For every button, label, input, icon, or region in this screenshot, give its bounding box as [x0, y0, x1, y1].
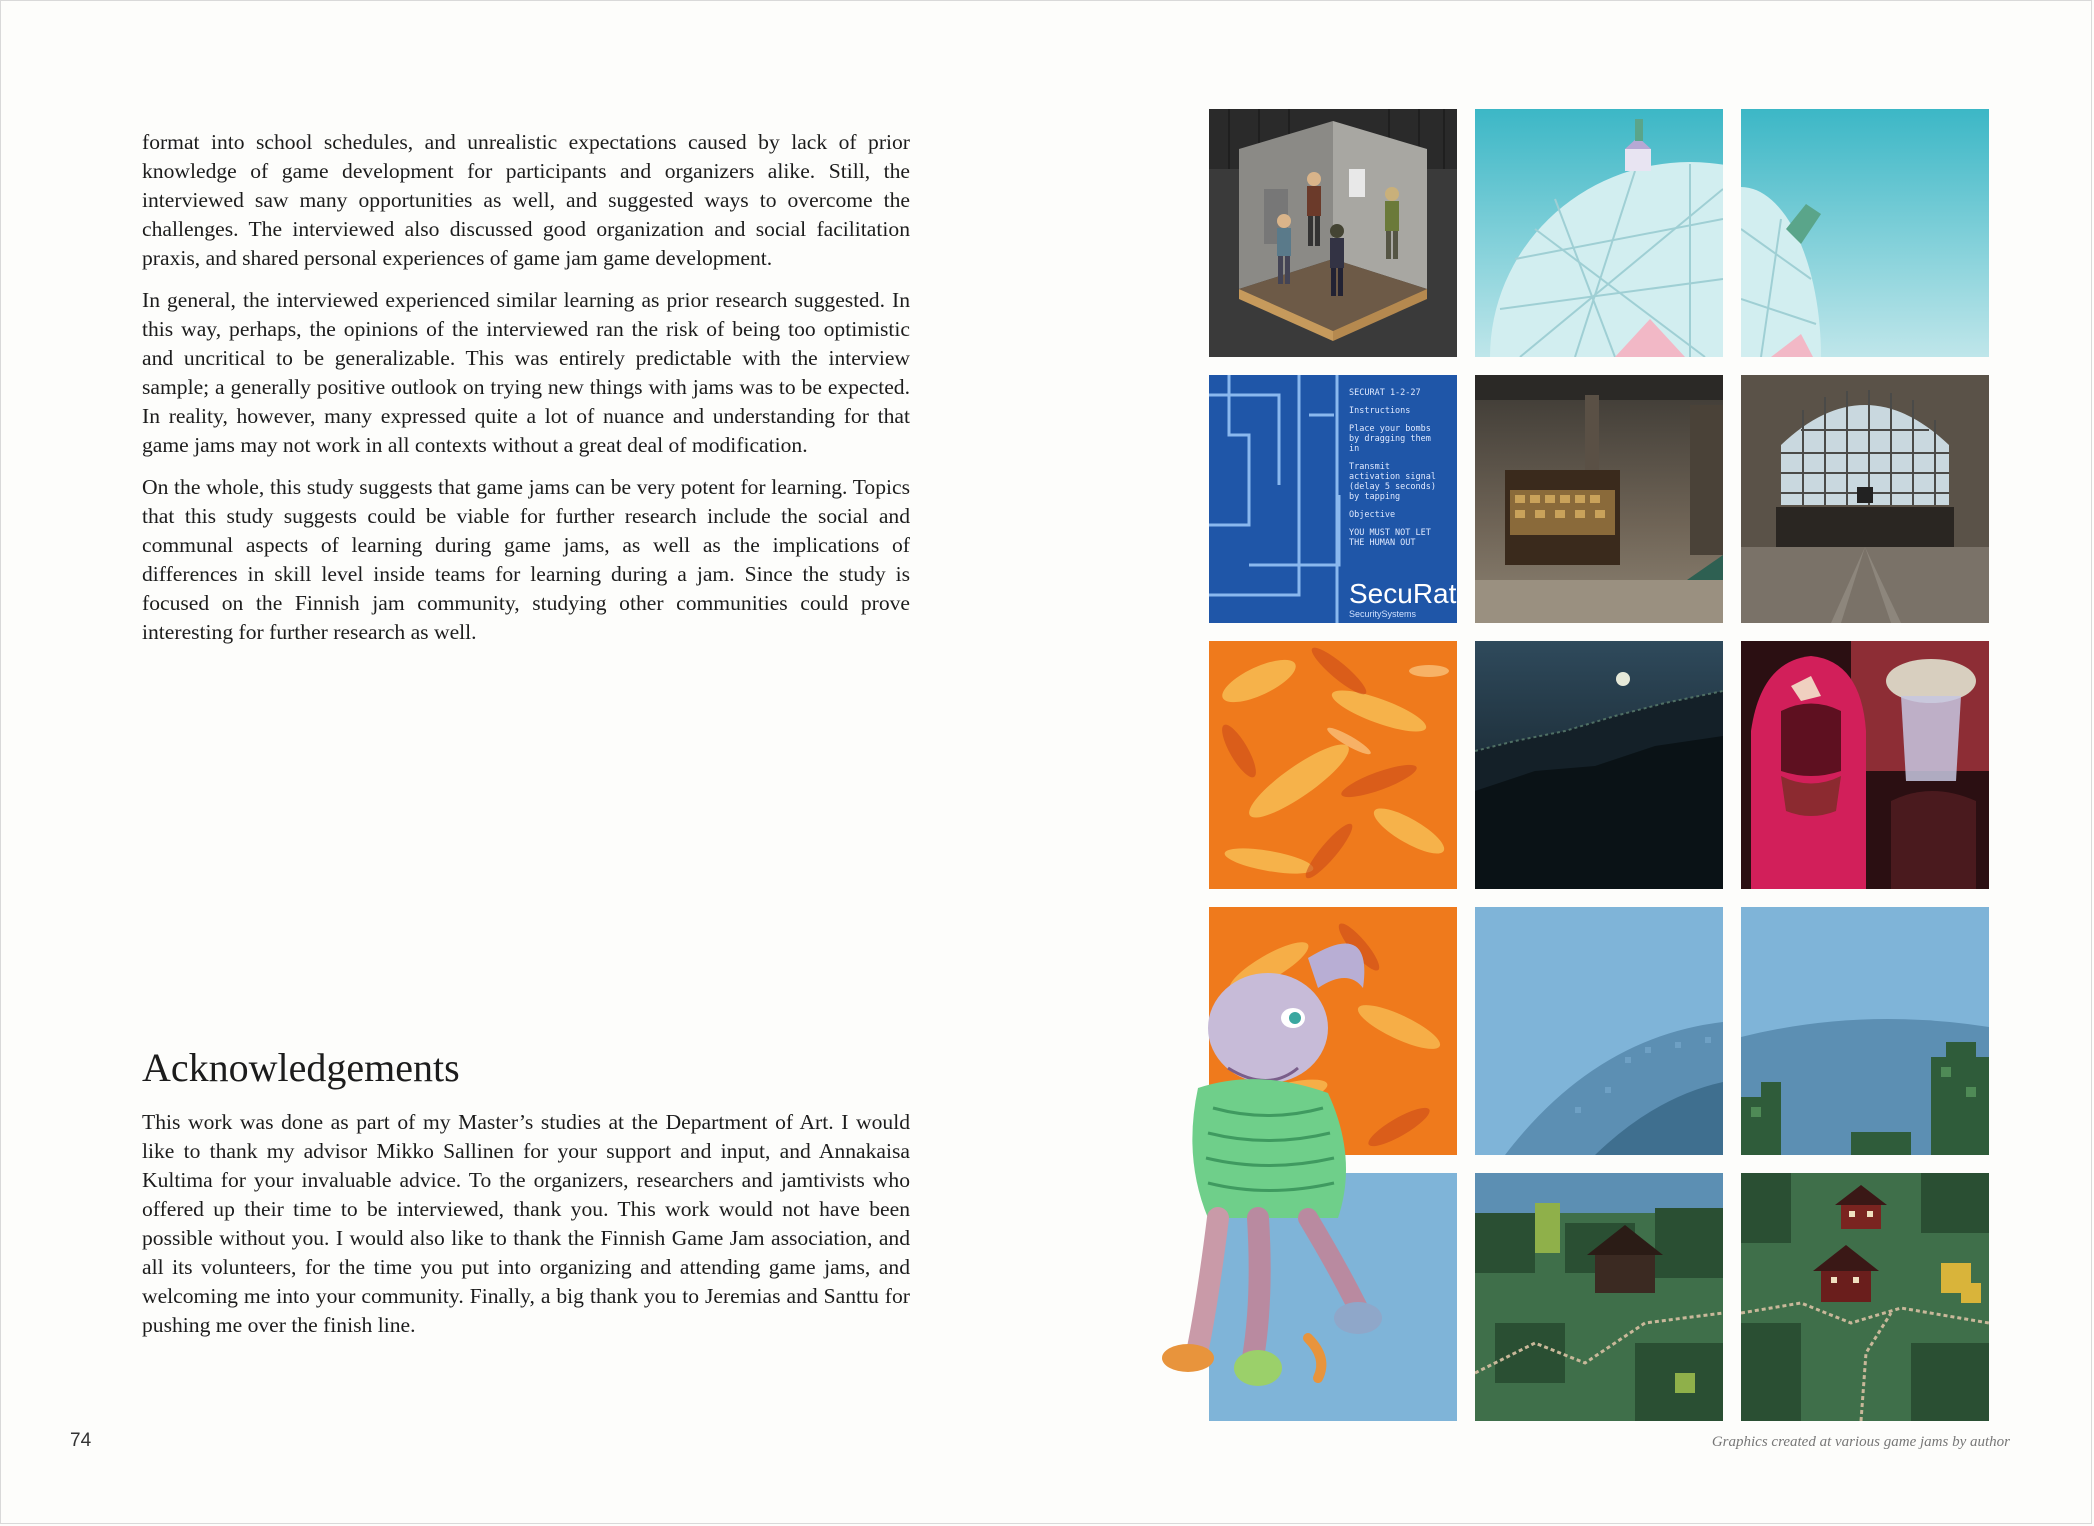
- securat-line-2: Instructions: [1349, 406, 1411, 416]
- securat-line-10: Objective: [1349, 510, 1396, 520]
- securat-line-8: (delay 5 seconds): [1349, 482, 1436, 492]
- securat-subtitle: SecuritySystems: [1349, 609, 1417, 619]
- tile-isometric-room: [1209, 109, 1457, 357]
- paragraph-3: On the whole, this study suggests that game jams can be very potent for learning. Topics that this study suggests could be viable for further research include the social and communal aspects of learning during game jams, as well as the implications of differences in skill level inside teams for learning during a jam. Since the study is focused on the Finnish jam community, studying other communities could prove interesting for further research as well.: [142, 475, 910, 644]
- tile-station-window: [1741, 375, 1989, 623]
- tile-pixel-village-right: [1741, 1173, 1989, 1421]
- tile-pixel-hill-right: [1741, 907, 1989, 1155]
- tile-station-kiosk: [1475, 375, 1723, 623]
- tile-securat-blueprint: [1209, 375, 1457, 623]
- tile-pixel-village-left: [1475, 1173, 1723, 1421]
- securat-line-6: Transmit: [1349, 462, 1390, 472]
- securat-line-11: YOU MUST NOT LET: [1349, 528, 1431, 538]
- paragraph-2: In general, the interviewed experienced similar learning as prior research suggested. In this way, perhaps, the opinions of the interviewed ran the risk of being too optimistic and uncritical to be generalizable. This was entirely predictable with the interview sample; a generally positive outlook on trying new things with jams was to be expected. In reality, however, many expressed quite a lot of nuance and understanding for that game jams may not work in all contexts without a great deal of modification.: [142, 288, 910, 457]
- securat-line-5: in: [1349, 444, 1360, 454]
- acknowledgements-heading: Acknowledgements: [142, 1045, 460, 1090]
- securat-line-12: THE HUMAN OUT: [1349, 538, 1416, 548]
- body-text: [142, 128, 910, 660]
- securat-line-9: by tapping: [1349, 492, 1401, 502]
- tile-dome-left: [1475, 109, 1723, 357]
- securat-line-3: Place your bombs: [1349, 424, 1431, 434]
- creature-illustration: [1158, 918, 1426, 1398]
- tile-dome-right: [1741, 109, 1989, 357]
- securat-line-7: activation signal: [1349, 472, 1436, 482]
- securat-line-4: by dragging them: [1349, 434, 1431, 444]
- securat-logo: SecuRat: [1349, 578, 1457, 609]
- tile-night-forest: [1475, 641, 1723, 889]
- paragraph-1: format into school schedules, and unrealistic expectations caused by lack of prior knowledge of game development for participants and organizers alike. Still, the interviewed saw many opportunities as well, and suggested ways to overcome the challenges. The interviewed also discussed good organization and social facilitation praxis, and shared personal experiences of game jam game development.: [142, 130, 910, 270]
- tile-orange-paint: [1209, 641, 1457, 889]
- acknowledgements-text: This work was done as part of my Master’s studies at the Department of Art. I would like to thank my advisor Mikko Sallinen for your support and input, and Annakaisa Kultima for your invaluable advice. To the organizers, researchers and jamtivists who offered up their time to be interviewed, thank you. This work would not have been possible without you. I would also like to thank the Finnish Game Jam association, and all its volunteers, for the time you put into organizing and attending game jams, and welcoming me into your community. Finally, a big thank you to Jeremias and Santtu for pushing me over the finish line.: [142, 1110, 910, 1337]
- page-number: 74: [70, 1430, 92, 1451]
- tile-hooded-figures: [1741, 641, 1989, 889]
- tile-pixel-hill-left: [1475, 907, 1723, 1155]
- securat-line-1: SECURAT 1-2-27: [1349, 388, 1421, 398]
- image-caption: Graphics created at various game jams by author: [1711, 1434, 2010, 1450]
